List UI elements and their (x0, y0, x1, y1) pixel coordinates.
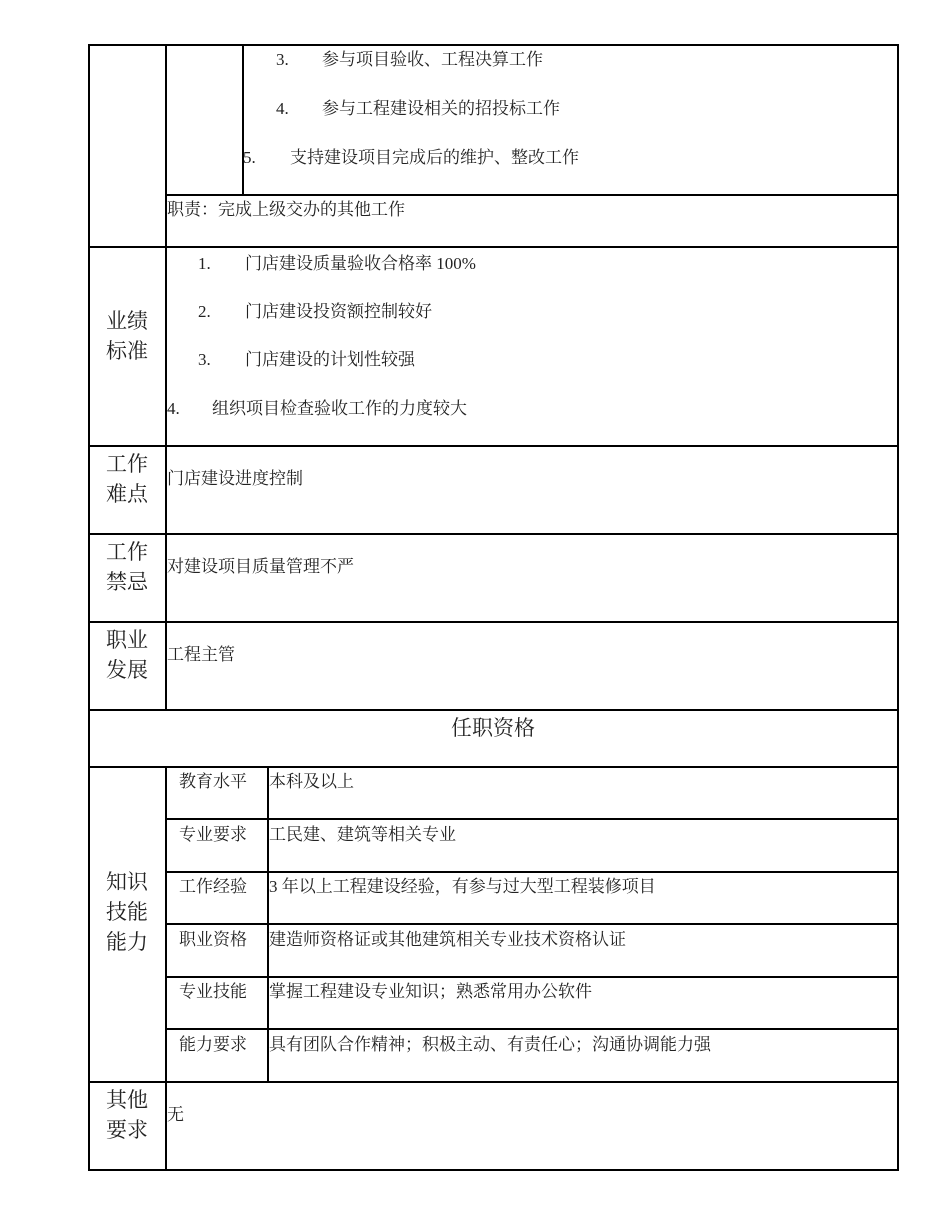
row-divider (165, 923, 899, 925)
qualification-value: 本科及以上 (269, 772, 354, 791)
qualification-value: 工民建、建筑等相关专业 (269, 825, 456, 844)
row-divider (88, 445, 899, 447)
qualification-key: 能力要求 (179, 1035, 247, 1054)
career-label: 职业 发展 (106, 628, 148, 682)
row-divider (165, 976, 899, 978)
row-divider (88, 246, 899, 248)
row-divider (88, 766, 899, 768)
duty-item: 5. 支持建设项目完成后的维护、整改工作 (243, 148, 579, 167)
table-border-bottom (88, 1169, 899, 1171)
qualification-value: 3 年以上工程建设经验，有参与过大型工程装修项目 (269, 877, 656, 896)
table-border-right (897, 44, 899, 1171)
qualifications-label: 知识 技能 能力 (106, 870, 148, 954)
taboo-label: 工作 禁忌 (106, 540, 148, 594)
row-divider (165, 1028, 899, 1030)
other-label: 其他 要求 (106, 1088, 148, 1142)
row-divider (88, 709, 899, 711)
qualification-key: 工作经验 (179, 877, 247, 896)
qualification-key: 教育水平 (179, 772, 247, 791)
qualification-value: 具有团队合作精神；积极主动、有责任心；沟通协调能力强 (269, 1035, 711, 1054)
row-divider (88, 533, 899, 535)
row-divider (165, 871, 899, 873)
performance-item: 3. 门店建设的计划性较强 (198, 350, 415, 369)
column-divider (242, 44, 244, 195)
performance-item: 2. 门店建设投资额控制较好 (198, 302, 432, 321)
qualification-key: 专业要求 (179, 825, 247, 844)
row-divider (88, 621, 899, 623)
performance-label: 业绩 标准 (106, 309, 148, 363)
difficulty-text: 门店建设进度控制 (167, 469, 303, 488)
performance-item: 4. 组织项目检查验收工作的力度较大 (167, 399, 467, 418)
table-border-left (88, 44, 90, 1171)
difficulty-label: 工作 难点 (106, 452, 148, 506)
row-divider (88, 1081, 899, 1083)
career-text: 工程主管 (167, 645, 235, 664)
performance-item: 1. 门店建设质量验收合格率 100% (198, 254, 476, 273)
duty-item: 4. 参与工程建设相关的招投标工作 (276, 99, 560, 118)
qualification-value: 掌握工程建设专业知识；熟悉常用办公软件 (269, 982, 592, 1001)
row-divider (165, 194, 899, 196)
qualification-key: 职业资格 (179, 930, 247, 949)
row-divider (165, 818, 899, 820)
qualifications-title: 任职资格 (451, 716, 535, 740)
other-duty-text: 职责：完成上级交办的其他工作 (167, 200, 405, 219)
table-border-top (88, 44, 899, 46)
qualification-key: 专业技能 (179, 982, 247, 1001)
qualification-value: 建造师资格证或其他建筑相关专业技术资格认证 (269, 930, 626, 949)
other-text: 无 (167, 1105, 184, 1124)
duty-item: 3. 参与项目验收、工程决算工作 (276, 50, 543, 69)
column-divider (165, 44, 167, 710)
taboo-text: 对建设项目质量管理不严 (167, 557, 354, 576)
